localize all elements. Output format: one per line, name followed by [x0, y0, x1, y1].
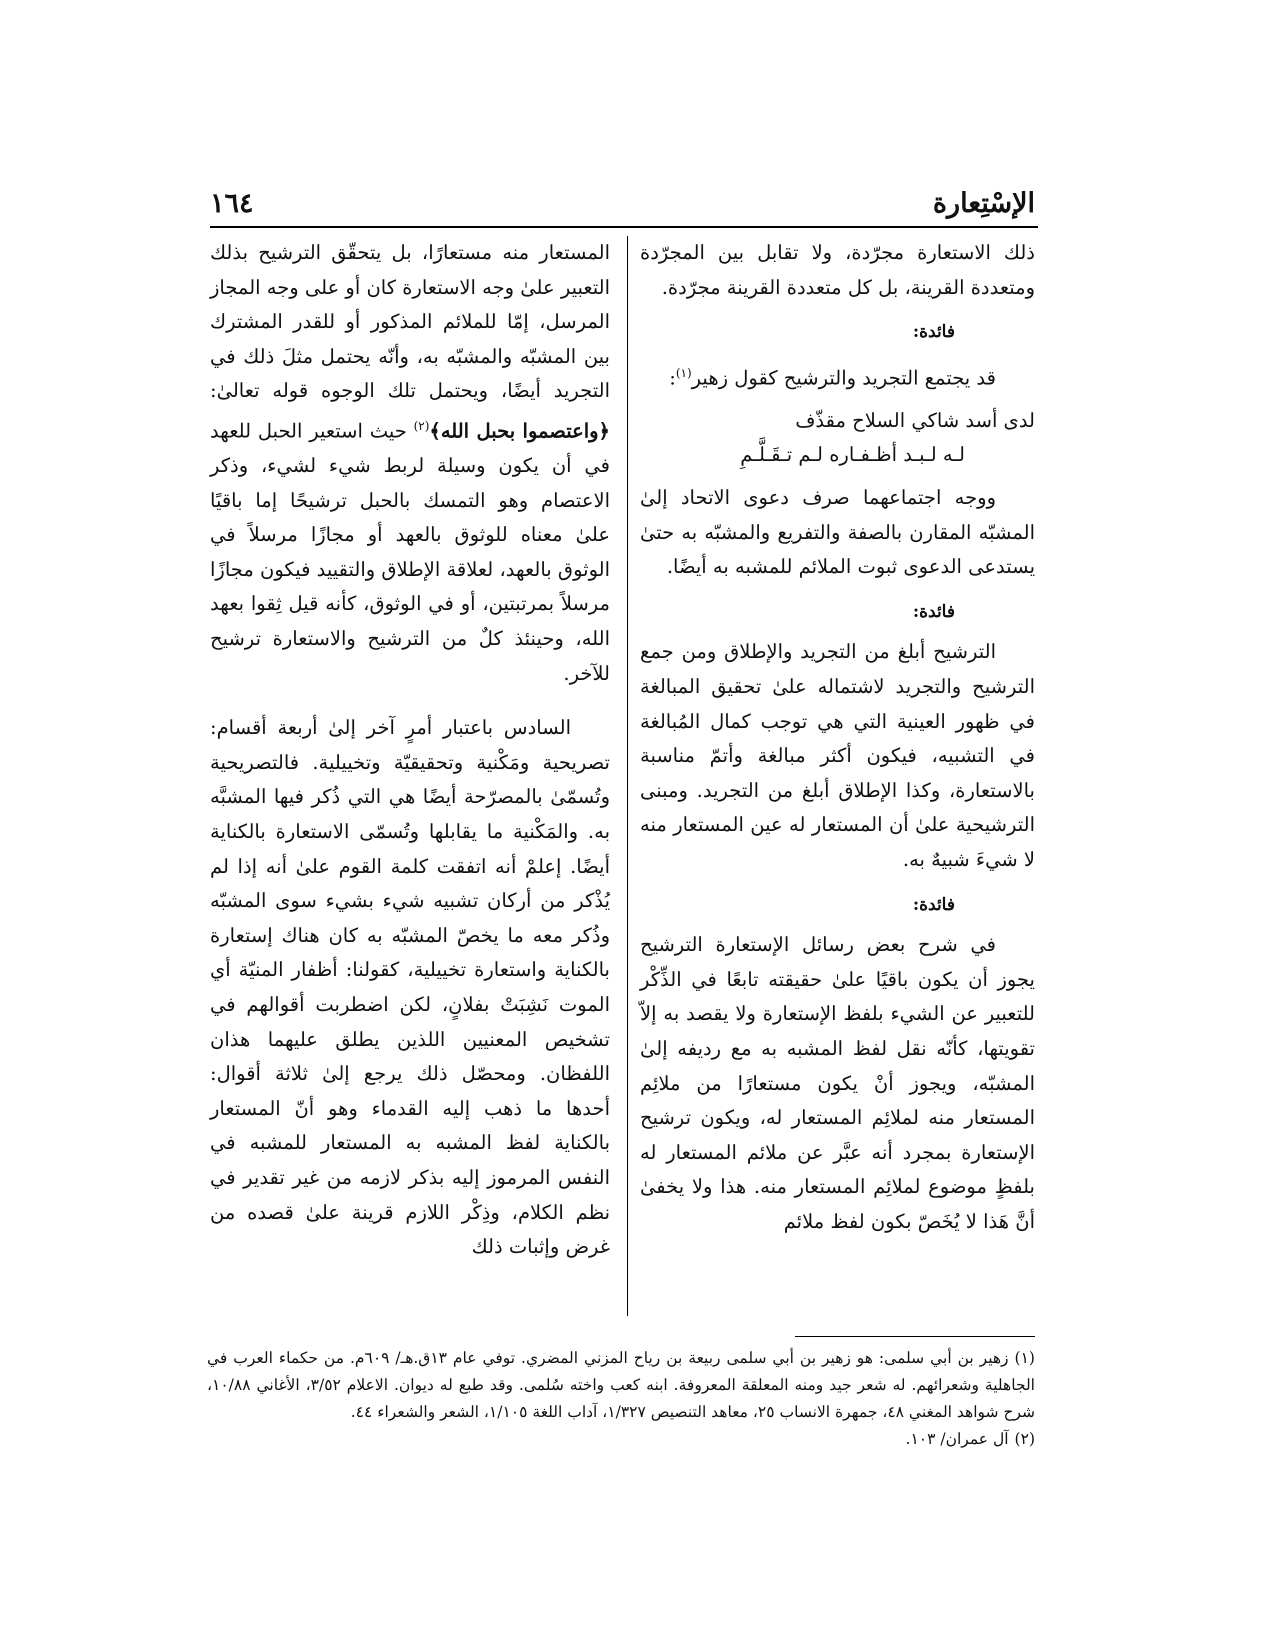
footnote-ref: (٢) — [413, 418, 430, 433]
paragraph: قد يجتمع التجريد والترشيح كقول زهير$^{(١)}$: — [669, 365, 996, 390]
footnote-number: (٢) — [1014, 1430, 1035, 1448]
running-head — [210, 188, 1035, 228]
paragraph: السادس باعتبار أمرٍ آخر إلىٰ أربعة أقسام: تصريحية ومَكْنية وتحقيقيّة وتخييلية. فالتصريحية وتُسمّىٰ بالمصرّحة أيضًا هي التي ذُكر فيها المشبَّه به. والمَكْنية ما يقابلها وتُسمّى الاستعارة بالكناية أيضًا. إعلمْ أنه اتفقت كلمة القوم علىٰ أنه إذا لم يُذْكر من أركان تشبيه شيء بشيء سوى المشبّه وذُكر معه ما يخصّ المشبّه به كان هناك إستعارة بالكناية واستعارة تخييلية، كقولنا: أظفار المنيّة أي الموت نَشِبَتْ بفلانٍ، لكن اضطربت أقوالهم في تشخيص المعنيين اللذين يطلق عليهما هذان اللفظان. ومحصّل ذلك يرجع إلىٰ ثلاثة أقوال: أحدها ما ذهب إليه القدماء وهو أنّ المستعار بالكناية لفظ المشبه به المستعار للمشبه في النفس المرموز إليه بذكر لازمه من غير تقدير في نظم الكلام، وذِكْر اللازم قرينة علىٰ قصده من غرض وإثبات ذلك — [210, 716, 610, 1259]
header-rule — [210, 226, 1038, 228]
paragraph: الترشيح أبلغ من التجريد والإطلاق ومن جمع الترشيح والتجريد لاشتماله علىٰ تحقيق المبالغة في ظهور العينية التي هي توجب كمال المُبالغة في التشبيه، فيكون أكثر مبالغة وأتمّ مناسبة بالاستعارة، وكذا الإطلاق أبلغ من التجريد. ومبنى الترشيحية علىٰ أن المستعار له عين المستعار منه لا شيءَ شبيهٌ به. — [640, 640, 1035, 871]
page-number: ١٦٤ — [210, 188, 254, 219]
footnotes — [207, 1345, 1035, 1453]
footnote-text: آل عمران/ ١٠٣. — [905, 1430, 1009, 1448]
paragraph: ذلك الاستعارة مجرّدة، ولا تقابل بين المجرّدة ومتعددة القرينة، بل كل متعددة القرينة مجرّدة. — [640, 241, 1035, 299]
column-divider — [627, 236, 628, 1316]
section-heading: فائدة: — [912, 894, 955, 915]
chapter-title: الإسْتِعارة — [932, 188, 1035, 219]
footnote-ref: (١) — [675, 365, 692, 380]
footnote-rule — [795, 1336, 1035, 1337]
section-heading: فائدة: — [912, 601, 955, 622]
right-column — [640, 236, 1035, 1240]
poem-verse — [640, 404, 1035, 473]
footnote — [207, 1345, 1035, 1426]
section-heading: فائدة: — [912, 322, 955, 343]
paragraph: ووجه اجتماعهما صرف دعوى الاتحاد إلىٰ المشبّه المقارن بالصفة والتفريع والمشبّه به حتىٰ يستدعى الدعوى ثبوت الملائم للمشبه به أيضًا. — [640, 486, 1035, 579]
verse-hemistich: لدى أسد شاكي السلاح مقذّف — [795, 408, 1035, 432]
left-column — [210, 236, 610, 1265]
quran-verse: ﴿واعتصموا بحبل الله﴾ — [429, 419, 610, 443]
paragraph: المستعار منه مستعارًا، بل يتحقّق الترشيح بذلك التعبير علىٰ وجه الاستعارة كان أو على وجه المجاز المرسل، إمّا للملائم المذكور أو للقدر المشترك بين المشبّه والمشبّه به، وأنّه يحتمل مثلَ ذلك في التجريد أيضًا، ويحتمل تلك الوجوه قوله تعالىٰ: ﴿واعتصموا بحبل الله﴾$^{(٢)}$ حيث استعير الحبل للعهد في أن يكون وسيلة لربط شيء لشيء، وذكر الاعتصام وهو التمسك بالحبل ترشيحًا إما باقيًا علىٰ معناه للوثوق بالعهد أو مجازًا مرسلاً في الوثوق بالعهد، لعلاقة الإطلاق والتقييد فيكون مجازًا مرسلاً بمرتبتين، أو في الوثوق، كأنه قيل ثِقوا بعهد الله، وحينئذ كلٌ من الترشيح والاستعارة ترشيح للآخر. — [209, 241, 611, 685]
footnote — [207, 1426, 1035, 1453]
footnote-number: (١) — [1014, 1349, 1035, 1367]
paragraph: في شرح بعض رسائل الإستعارة الترشيح يجوز أن يكون باقيًا علىٰ حقيقته تابعًا في الذِّكْر للتعبير عن الشيء بلفظ الإستعارة ولا يقصد به إلاّ تقويتها، كأنّه نقل لفظ المشبه به مع رديفه إلىٰ المشبّه، ويجوز أنْ يكون مستعارًا من ملائِم المستعار منه لملائِم المستعار له، ويكون ترشيح الإستعارة بمجرد أنه عبَّر عن ملائم المستعار له بلفظٍ موضوع لملائِم المستعار منه. هذا ولا يخفىٰ أنَّ هَذا لا يُخَصّ بكون لفظ ملائم — [640, 933, 1035, 1233]
footnote-text: زهير بن أبي سلمى: هو زهير بن أبي سلمى ربيعة بن رياح المزني المضري. توفي عام ١٣ق.هـ/ ٦٠٩م. من حكماء العرب في الجاهلية وشعرائهم. له شعر جيد ومنه المعلقة المعروفة. ابنه كعب واخته سُلمى. وقد طبع له ديوان. الاعلام ٣/٥٢، الأغاني ١٠/٨٨، شرح شواهد المغني ٤٨، جمهرة الانساب ٢٥، معاهد التنصيص ١/٣٢٧، آداب اللغة ١/١٠٥، الشعر والشعراء ٤٤. — [207, 1349, 1035, 1421]
verse-hemistich: لـه لـبـد أظـفـاره لـم تـقَـلَّـمِ — [740, 443, 965, 467]
